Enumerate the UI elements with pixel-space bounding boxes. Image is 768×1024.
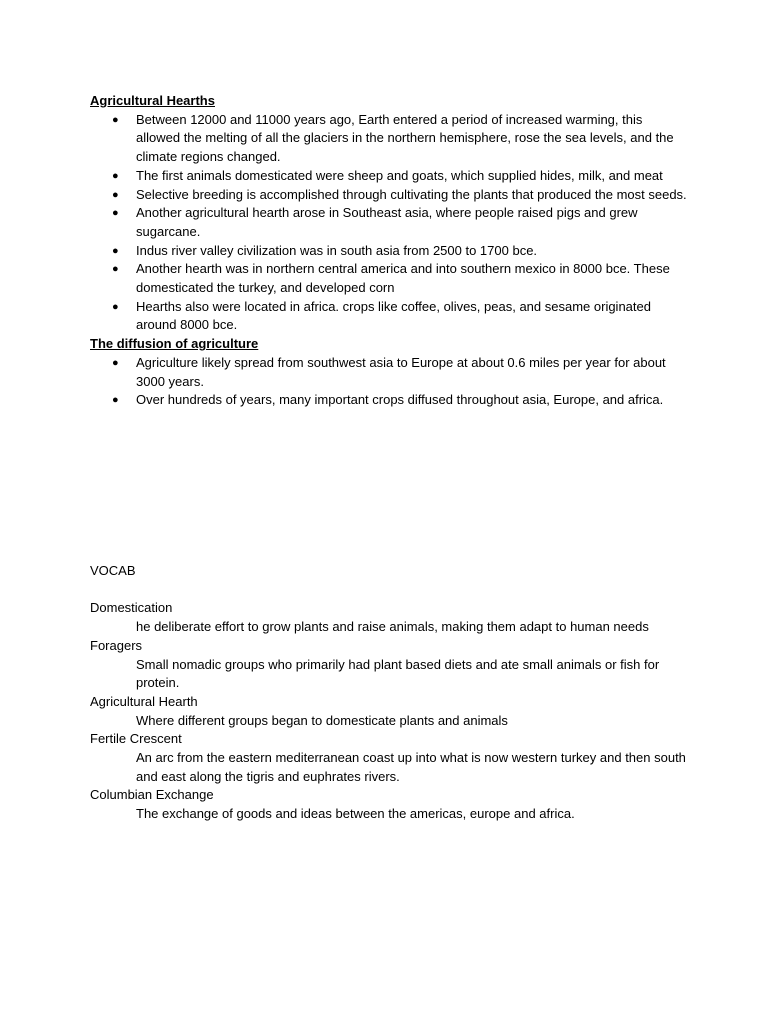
list-item — [90, 242, 690, 261]
notes-content — [90, 92, 690, 410]
bullet-icon: ● — [112, 244, 119, 257]
bullet-icon: ● — [112, 394, 119, 407]
list-item — [90, 260, 690, 297]
list-item — [90, 354, 690, 391]
vocab-term: Domestication — [90, 600, 173, 616]
vocab-definition: Where different groups began to domesticate plants and animals — [136, 712, 508, 728]
bullet-icon: ● — [112, 113, 119, 126]
vocab-definition: he deliberate effort to grow plants and raise animals, making them adapt to human needs — [136, 619, 649, 635]
list-item — [90, 391, 690, 410]
vocab-title: VOCAB — [90, 563, 136, 578]
bullet-icon: ● — [112, 188, 119, 201]
diffusion-list — [90, 354, 690, 410]
vocab-term: Fertile Crescent — [90, 731, 182, 747]
list-item-text: The first animals domesticated were sheep and goats, which supplied hides, milk, and meat — [136, 167, 663, 183]
list-item — [90, 186, 690, 205]
vocab-term: Agricultural Hearth — [90, 693, 198, 709]
vocab-term: Foragers — [90, 637, 143, 653]
bullet-icon: ● — [112, 169, 119, 182]
list-item-text: Another hearth was in northern central america and into southern mexico in 8000 bce. These domesticated the turkey, and developed corn — [136, 261, 670, 296]
list-item-text: Indus river valley civilization was in south asia from 2500 to 1700 bce. — [136, 242, 538, 258]
list-item — [90, 204, 690, 241]
vocab-term: Columbian Exchange — [90, 787, 214, 803]
list-item — [90, 167, 690, 186]
bullet-icon: ● — [112, 263, 119, 276]
list-item-text: Selective breeding is accomplished through cultivating the plants that produced the most seeds. — [136, 186, 687, 202]
vocab-section — [90, 562, 690, 824]
list-item-text: Hearths also were located in africa. crops like coffee, olives, peas, and sesame originated around 8000 bce. — [136, 298, 651, 333]
vocab-definition: An arc from the eastern mediterranean coast up into what is now western turkey and then south and east along the tigris and euphrates rivers. — [136, 750, 686, 784]
vocab-definition: Small nomadic groups who primarily had plant based diets and ate small animals or fish for protein. — [136, 656, 660, 691]
agricultural-hearths-list — [90, 111, 690, 335]
list-item-text: Over hundreds of years, many important crops diffused throughout asia, Europe, and africa. — [136, 392, 664, 408]
list-item-text: Between 12000 and 11000 years ago, Earth entered a period of increased warming, this allowed the melting of all the glaciers in the northern hemisphere, rose the sea levels, and the climate regions changed. — [136, 111, 674, 165]
list-item — [90, 298, 690, 335]
list-item-text: Another agricultural hearth arose in Southeast asia, where people raised pigs and grew sugarcane. — [136, 205, 638, 239]
list-item-text: Agriculture likely spread from southwest asia to Europe at about 0.6 miles per year for about 3000 years. — [136, 354, 666, 389]
heading-agricultural-hearths: Agricultural Hearths — [90, 93, 215, 108]
bullet-icon: ● — [112, 300, 119, 313]
bullet-icon: ● — [112, 207, 119, 220]
bullet-icon: ● — [112, 356, 119, 369]
vocab-definition: The exchange of goods and ideas between the americas, europe and africa. — [136, 806, 575, 822]
list-item — [90, 111, 690, 167]
heading-diffusion-of-agriculture: The diffusion of agriculture — [90, 336, 259, 352]
